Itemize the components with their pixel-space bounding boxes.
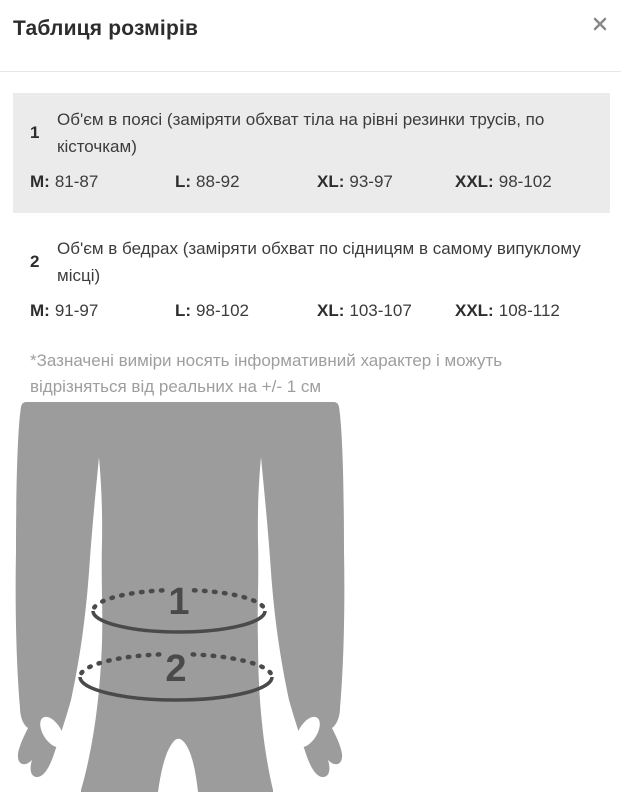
measurement-section-waist bbox=[13, 93, 610, 213]
sizes-row bbox=[30, 298, 593, 324]
measurement-section-hips bbox=[13, 221, 610, 342]
waist-line-number: 1 bbox=[168, 581, 190, 623]
page-title: Таблиця розмірів bbox=[13, 17, 199, 40]
size-cell-xl: XL: 93-97 bbox=[317, 172, 393, 191]
body-silhouette-figure bbox=[8, 402, 353, 792]
size-cell-m: M: 81-87 bbox=[30, 172, 99, 191]
size-cell-l: L: 88-92 bbox=[175, 172, 240, 191]
close-button[interactable] bbox=[589, 13, 611, 35]
section-number: 2 bbox=[30, 252, 40, 271]
section-number: 1 bbox=[30, 123, 40, 142]
size-cell-xxl: XXL: 108-112 bbox=[455, 301, 560, 320]
section-description: Об'єм в поясі (заміряти обхват тіла на рівні резинки трусів, по кісточкам) bbox=[57, 110, 545, 156]
modal-content bbox=[0, 93, 621, 400]
section-description: Об'єм в бедрах (заміряти обхват по сідницям в самому випуклому місці) bbox=[57, 239, 581, 285]
disclaimer-note: *Зазначені виміри носять інформативний характер і можуть відрізняться від реальних на +/- 1 см bbox=[30, 351, 503, 396]
size-cell-xl: XL: 103-107 bbox=[317, 301, 412, 320]
modal-header bbox=[0, 0, 621, 72]
sizes-row bbox=[30, 169, 593, 195]
size-cell-xxl: XXL: 98-102 bbox=[455, 172, 552, 191]
close-icon bbox=[592, 16, 608, 32]
size-guide-illustration bbox=[8, 402, 353, 792]
hips-line-number: 2 bbox=[165, 648, 187, 690]
size-cell-l: L: 98-102 bbox=[175, 301, 249, 320]
size-cell-m: M: 91-97 bbox=[30, 301, 99, 320]
